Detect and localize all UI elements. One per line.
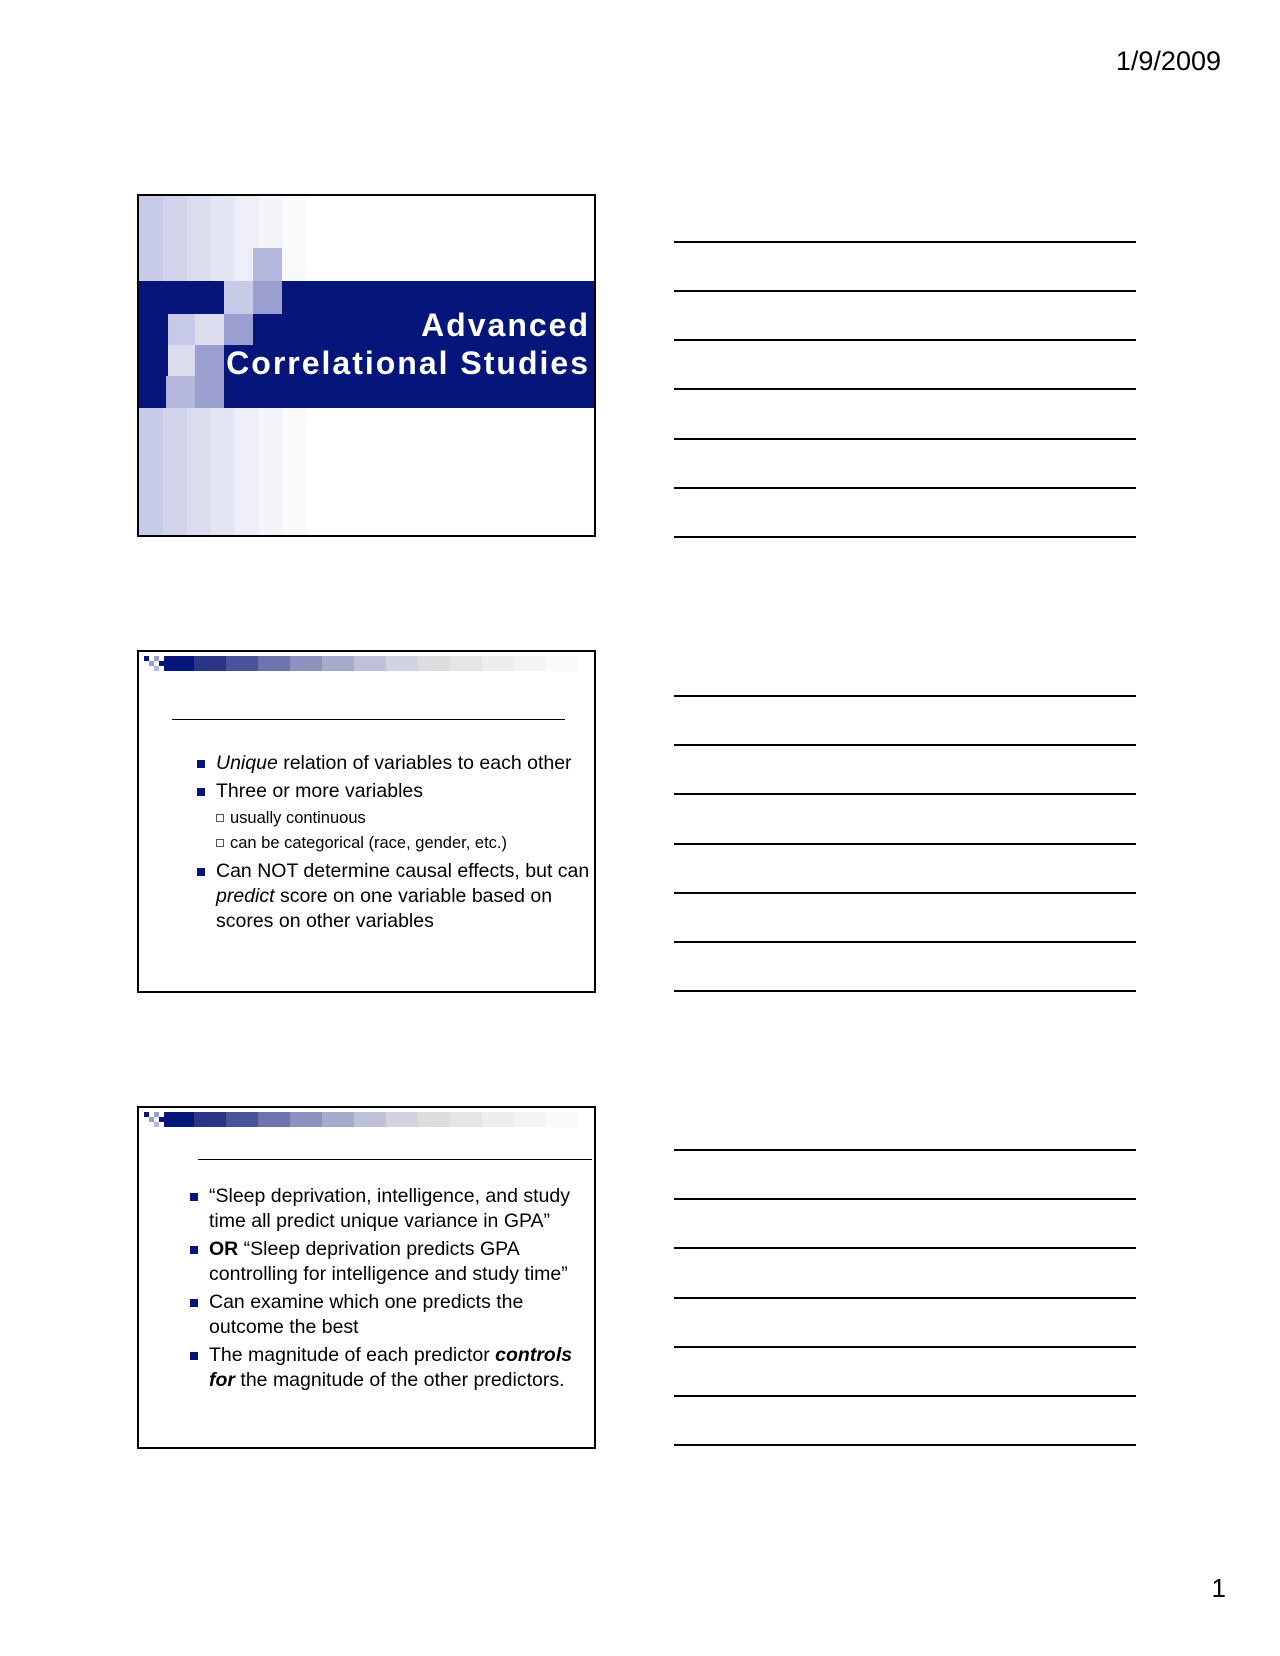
list-item (197, 859, 591, 934)
bar-segment (546, 1112, 578, 1127)
bullet-text: “Sleep deprivation predicts GPA controlling for intelligence and study time” (209, 1238, 568, 1285)
page-number: 1 (1211, 1573, 1226, 1603)
note-line (674, 695, 1136, 697)
sub-list-item: can be categorical (race, gender, etc.) (216, 831, 591, 856)
list-item (197, 751, 591, 776)
bar-segment (322, 1112, 354, 1127)
note-line (674, 388, 1136, 390)
bar-segment (450, 656, 482, 671)
sub-bullet-list (216, 806, 591, 856)
note-line (674, 990, 1136, 992)
note-line (674, 438, 1136, 440)
list-item: Can examine which one predicts the outcome the best (190, 1290, 592, 1340)
note-line (674, 1198, 1136, 1200)
bar-segment (164, 1112, 194, 1127)
slide-top-bar (139, 1108, 596, 1138)
corner-square (154, 666, 159, 671)
note-line (674, 339, 1136, 341)
list-item: “Sleep deprivation, intelligence, and study time all predict unique variance in GPA” (190, 1184, 592, 1234)
bullet-text: relation of variables to each other (277, 752, 572, 774)
bar-segment (290, 656, 322, 671)
note-line (674, 290, 1136, 292)
bullet-text: Three or more variables (216, 780, 423, 802)
page-date: 1/9/2009 (1115, 46, 1221, 76)
slide-title (210, 306, 590, 382)
list-item (190, 1343, 592, 1393)
bar-segment (418, 656, 450, 671)
list-item (190, 1237, 592, 1287)
bar-segment (418, 1112, 450, 1127)
decor-block (166, 376, 195, 408)
emphasis-text: Unique (216, 752, 278, 774)
bar-segment (226, 1112, 258, 1127)
bar-segment (514, 1112, 546, 1127)
bar-segment (164, 656, 194, 671)
bar-segment (290, 1112, 322, 1127)
note-line (674, 1247, 1136, 1249)
bar-segment (450, 1112, 482, 1127)
bullet-list (190, 1184, 592, 1396)
bullet-text: The magnitude of each predictor (209, 1344, 496, 1366)
bar-segment (482, 656, 514, 671)
bar-segment (546, 656, 578, 671)
note-line (674, 1444, 1136, 1446)
slide-title-line1: Advanced (421, 307, 590, 343)
bullet-text: score on one variable based on scores on other variables (216, 885, 553, 932)
note-line (674, 536, 1136, 538)
note-line (674, 487, 1136, 489)
decor-block (168, 345, 197, 376)
note-line (674, 1297, 1136, 1299)
bar-segment (386, 656, 418, 671)
notes-area (674, 0, 1136, 1656)
slide-title-card (137, 194, 596, 537)
list-item (197, 779, 591, 856)
slide-top-bar (139, 652, 596, 682)
bullet-text: Can NOT determine causal effects, but can (216, 860, 590, 882)
note-line (674, 892, 1136, 894)
bar-segment (386, 1112, 418, 1127)
emphasis-text: for (209, 1369, 235, 1391)
title-placeholder-line (172, 719, 565, 720)
emphasis-text: controls (495, 1344, 573, 1366)
slide-unique-relation (137, 650, 596, 993)
note-line (674, 241, 1136, 243)
note-line (674, 793, 1136, 795)
note-line (674, 744, 1136, 746)
emphasis-text: OR (209, 1238, 239, 1260)
decor-block (168, 314, 197, 345)
title-placeholder-line (198, 1159, 592, 1160)
bullet-list (197, 751, 591, 937)
sub-list-item: usually continuous (216, 806, 591, 831)
note-line (674, 941, 1136, 943)
note-line (674, 1346, 1136, 1348)
bar-segment (226, 656, 258, 671)
bar-segment (322, 656, 354, 671)
bar-segment (258, 1112, 290, 1127)
slide-predictor-examples (137, 1106, 596, 1449)
bar-segment (482, 1112, 514, 1127)
bar-segment (354, 656, 386, 671)
bar-segment (514, 656, 546, 671)
slide-title-line2: Correlational Studies (226, 345, 590, 381)
bar-segment (354, 1112, 386, 1127)
bar-segment (194, 656, 226, 671)
emphasis-text: predict (216, 885, 275, 907)
note-line (674, 1395, 1136, 1397)
bar-segment (194, 1112, 226, 1127)
bullet-text: the magnitude of the other predictors. (235, 1369, 565, 1391)
decor-block (139, 314, 168, 345)
decor-block (253, 248, 282, 281)
corner-square (154, 1122, 159, 1127)
bar-segment (258, 656, 290, 671)
note-line (674, 843, 1136, 845)
note-line (674, 1149, 1136, 1151)
